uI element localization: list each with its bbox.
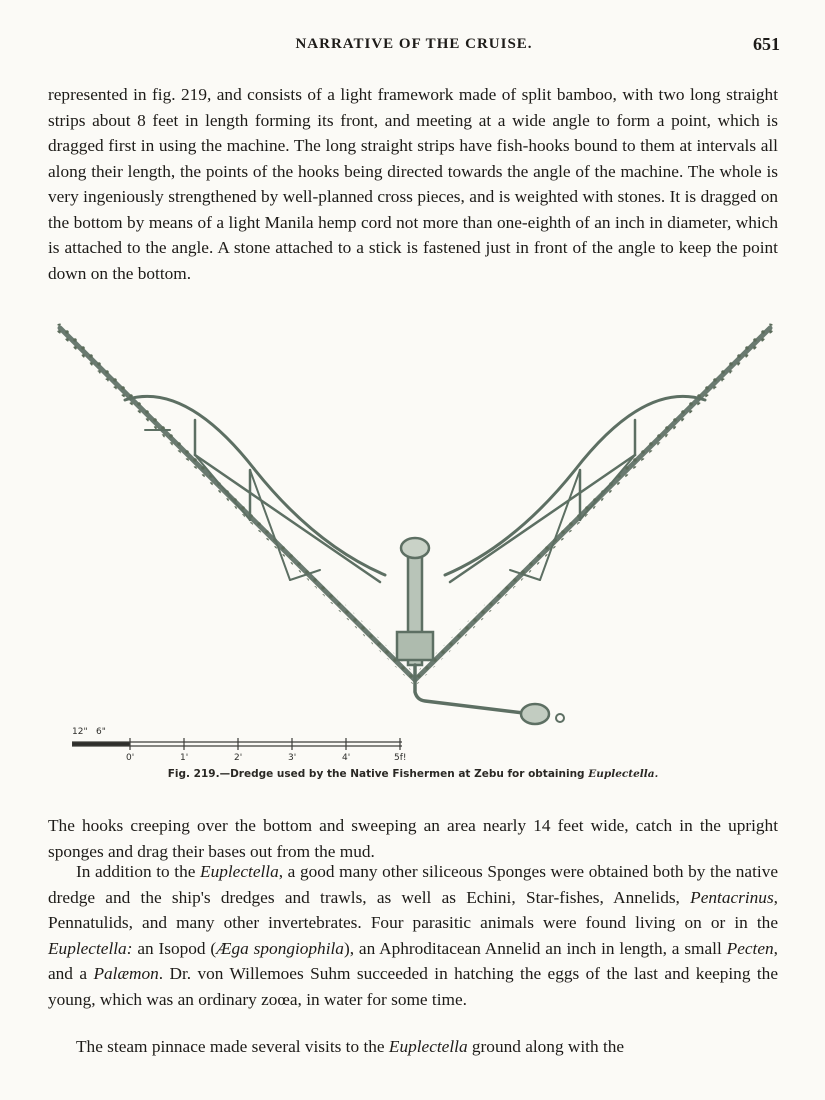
scale-label-3ft: 3' xyxy=(288,753,297,762)
running-title: NARRATIVE OF THE CRUISE. xyxy=(295,36,533,52)
p3-text-6: , and a xyxy=(48,938,778,983)
p3-text-4: an Isopod ( xyxy=(132,938,217,958)
figure-caption xyxy=(48,768,778,780)
p3-species-aega: Æga spongiophila xyxy=(216,938,344,958)
caption-text: Fig. 219.—Dredge used by the Native Fishermen at Zebu for obtaining xyxy=(167,768,589,780)
p3-genus-pecten: Pecten xyxy=(726,938,774,958)
caption-genus: Euplectella. xyxy=(588,768,659,780)
paragraph-hooks: The hooks creeping over the bottom and sweeping an area nearly 14 feet wide, catch in the upright sponges and drag their bases out from the mud. xyxy=(48,816,778,861)
p3-text-5: ), an Aphroditacean Annelid an inch in length, a small xyxy=(343,938,727,958)
scale-label-4ft: 4' xyxy=(342,753,351,762)
p3-genus-palaemon: Palæmon xyxy=(93,964,159,983)
scale-label-6in: 6" xyxy=(96,727,106,737)
dredge-frame xyxy=(60,328,770,724)
paragraph-intro: represented in fig. 219, and consists of a light framework made of split bamboo, with two long straight strips about 8 feet in length forming its front, and meeting at a wide angle to form a point, which is dragged first in using the machine. The long straight strips have fish-hooks bound to them at intervals all along their length, the points of the hooks being directed towards the angle of the machine. The whole is very ingeniously strengthened by well-planned cross pieces, and is weighted with stones. It is dragged on the bottom by means of a light Manila hemp cord not more than one-eighth of an inch in diameter, which is attached to the angle. A stone attached to a stick is fastened just in front of the angle to keep the point down on the bottom. xyxy=(48,85,778,283)
scale-label-2ft: 2' xyxy=(234,753,243,762)
scale-bar xyxy=(72,722,432,762)
p3-text-2: , a good many other siliceous Sponges were obtained both by the native dredge and the ship's dredges and trawls, as well as Echini, Star-fishes, Annelids, xyxy=(48,862,779,907)
dredge-illustration xyxy=(55,320,775,740)
p4-genus-euplectella: Euplectella xyxy=(388,1037,468,1056)
scale-label-12in: 12" xyxy=(72,727,88,737)
scale-label-5ft: 5f! xyxy=(394,753,407,762)
paragraph-sponges xyxy=(48,859,778,1012)
p3-genus-euplectella: Euplectella xyxy=(200,862,279,881)
scale-ruler xyxy=(72,738,402,750)
scale-label-1ft: 1' xyxy=(180,753,189,762)
scale-label-0ft: 0' xyxy=(126,753,135,762)
p3-text-7: . Dr. von Willemoes Suhm succeeded in hatching the eggs of the last and keeping the young, which was an ordinary zoœa, in water for some time. xyxy=(48,964,778,1009)
page-number: 651 xyxy=(753,34,780,54)
p3-text-1: In addition to the xyxy=(76,862,201,881)
p4-text-1: The steam pinnace made several visits to the xyxy=(76,1037,389,1056)
p3-genus-pentacrinus: Pentacrinus xyxy=(690,887,774,907)
p4-text-2: ground along with the xyxy=(467,1037,625,1056)
p3-text-3: , Pennatulids, and many other invertebrates. Four parasitic animals were found living on or in the xyxy=(48,887,778,932)
p3-genus-euplectella-2: Euplectella: xyxy=(48,938,133,958)
paragraph-pinnace xyxy=(48,1034,778,1060)
page-header xyxy=(48,36,780,58)
